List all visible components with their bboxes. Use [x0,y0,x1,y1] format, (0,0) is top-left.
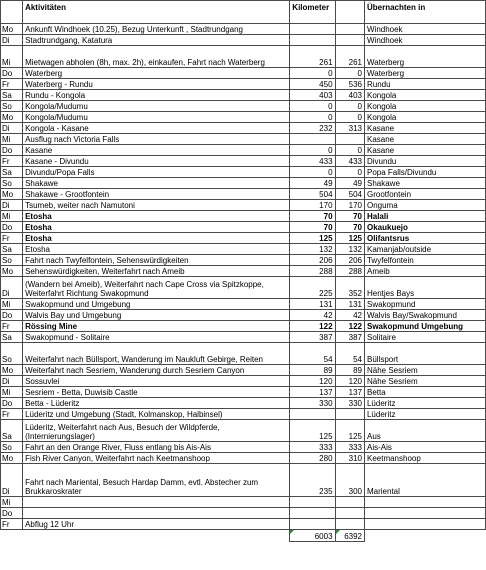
km-cumulative-cell[interactable] [335,409,364,420]
table-row [1,508,486,519]
km-cumulative-cell[interactable]: 352 [335,277,364,299]
km-cell[interactable]: 131 [290,299,335,310]
km-cell[interactable]: 49 [290,178,335,189]
overnight-cell[interactable] [364,508,485,519]
activity-cell[interactable]: Ausflug nach Victoria Falls [23,134,290,145]
km-cell[interactable] [290,134,335,145]
day-cell[interactable]: Fr [1,321,23,332]
header-km[interactable]: Kilometer [290,1,335,24]
totals-blank-day [1,530,23,542]
day-cell[interactable]: So [1,343,23,365]
day-cell[interactable]: Sa [1,332,23,343]
overnight-cell[interactable]: Nähe Sesriem [364,365,485,376]
km-cell[interactable]: 0 [290,112,335,123]
km-cumulative-cell[interactable] [335,35,364,46]
day-cell[interactable]: So [1,178,23,189]
activity-cell[interactable]: Sossuvlei [23,376,290,387]
activity-cell[interactable]: Weiterfahrt nach Sesriem, Wanderung durch Sesriem Canyon [23,365,290,376]
km-cumulative-cell[interactable]: 310 [335,453,364,464]
activity-cell[interactable]: Ankunft Windhoek (10.25), Bezug Unterkunft , Stadtrundgang [23,24,290,35]
activity-cell[interactable]: Lüderitz, Weiterfahrt nach Aus, Besuch der Wildpferde, (Internierungslager) [23,420,290,442]
km-cumulative-cell[interactable]: 0 [335,112,364,123]
day-cell[interactable]: Fr [1,233,23,244]
km-cell[interactable]: 132 [290,244,335,255]
km-cell[interactable]: 280 [290,453,335,464]
km-cell[interactable]: 0 [290,101,335,112]
overnight-cell[interactable]: Betta [364,387,485,398]
activity-cell[interactable]: Kongola/Mudumu [23,112,290,123]
km-cumulative-cell[interactable]: 170 [335,200,364,211]
day-cell[interactable]: Mo [1,266,23,277]
day-cell[interactable]: Mo [1,189,23,200]
day-cell[interactable]: Do [1,222,23,233]
table-row [1,310,486,321]
table-row [1,90,486,101]
km-cumulative-cell[interactable]: 70 [335,222,364,233]
day-cell[interactable]: Do [1,310,23,321]
km-cell[interactable]: 70 [290,222,335,233]
total-km-value: 6003 [314,532,333,541]
day-cell[interactable]: Sa [1,167,23,178]
km-cumulative-cell[interactable]: 387 [335,332,364,343]
overnight-cell[interactable]: Kasane [364,145,485,156]
table-row [1,134,486,145]
overnight-cell[interactable]: Halali [364,211,485,222]
km-cumulative-cell[interactable]: 132 [335,244,364,255]
totals-blank-activity [23,530,290,542]
activity-cell[interactable]: Kasane [23,145,290,156]
day-cell[interactable]: Sa [1,90,23,101]
km-cell[interactable]: 232 [290,123,335,134]
table-row [1,321,486,332]
activity-cell[interactable]: Fahrt nach Mariental, Besuch Hardap Damm, evtl. Abstecher zum Brukkaroskrater [23,464,290,497]
activity-cell[interactable]: Swakopmund - Solitaire [23,332,290,343]
activity-cell[interactable] [23,508,290,519]
header-activities[interactable]: Aktivitäten [23,1,290,24]
overnight-cell[interactable]: Ameib [364,266,485,277]
overnight-cell[interactable]: Kongola [364,90,485,101]
km-cell[interactable] [290,24,335,35]
day-cell[interactable]: Mi [1,134,23,145]
table-row [1,464,486,497]
activity-cell[interactable]: Kasane - Divundu [23,156,290,167]
km-cell[interactable]: 0 [290,167,335,178]
table-row [1,420,486,442]
km-cell[interactable]: 288 [290,266,335,277]
day-cell[interactable]: Di [1,123,23,134]
activity-cell[interactable]: Sehenswürdigkeiten, Weiterfahrt nach Ameib [23,266,290,277]
day-cell[interactable]: Mo [1,112,23,123]
table-row [1,398,486,409]
table-row [1,178,486,189]
km-cell[interactable]: 0 [290,68,335,79]
overnight-cell[interactable]: Lüderitz [364,398,485,409]
table-row [1,123,486,134]
day-cell[interactable]: Fr [1,519,23,530]
table-row [1,409,486,420]
table-row [1,497,486,508]
km-cell[interactable]: 450 [290,79,335,90]
activity-cell[interactable]: Shakawe - Grootfontein [23,189,290,200]
activity-cell[interactable]: Lüderitz und Umgebung (Stadt, Kolmanskop, Halbinsel) [23,409,290,420]
overnight-cell[interactable]: Kamanjab/outside [364,244,485,255]
activity-cell[interactable]: Tsumeb, weiter nach Namutoni [23,200,290,211]
km-cell[interactable]: 403 [290,90,335,101]
km-cumulative-cell[interactable]: 433 [335,156,364,167]
day-cell[interactable]: So [1,255,23,266]
km-cell[interactable]: 206 [290,255,335,266]
day-cell[interactable]: Do [1,145,23,156]
table-row [1,101,486,112]
overnight-cell[interactable] [364,497,485,508]
km-cell[interactable]: 433 [290,156,335,167]
day-cell[interactable]: Fr [1,409,23,420]
activity-cell[interactable]: Etosha [23,222,290,233]
day-cell[interactable]: Fr [1,156,23,167]
table-row [1,79,486,90]
day-cell[interactable]: Di [1,35,23,46]
day-cell[interactable]: So [1,101,23,112]
km-cumulative-cell[interactable] [335,134,364,145]
overnight-cell[interactable]: Grootfontein [364,189,485,200]
overnight-cell[interactable]: Waterberg [364,46,485,68]
day-cell[interactable]: Do [1,68,23,79]
km-cumulative-cell[interactable]: 333 [335,442,364,453]
formula-marker-icon [336,530,340,534]
activity-cell[interactable]: Etosha [23,211,290,222]
km-cumulative-cell[interactable]: 0 [335,68,364,79]
table-row [1,519,486,530]
km-cell[interactable]: 330 [290,398,335,409]
formula-marker-icon [290,530,294,534]
km-cumulative-cell[interactable]: 403 [335,90,364,101]
overnight-cell[interactable]: Okaukuejo [364,222,485,233]
overnight-cell[interactable]: Olifantsrus [364,233,485,244]
day-cell[interactable]: Sa [1,420,23,442]
km-cell[interactable] [290,519,335,530]
km-cell[interactable] [290,35,335,46]
overnight-cell[interactable]: Windhoek [364,35,485,46]
table-row [1,156,486,167]
km-cell[interactable]: 137 [290,387,335,398]
overnight-cell[interactable]: Kasane [364,134,485,145]
table-row [1,343,486,365]
activity-cell[interactable]: Waterberg - Rundu [23,79,290,90]
activity-cell[interactable]: Rundu - Kongola [23,90,290,101]
activity-cell[interactable]: Fahrt nach Twyfelfontein, Sehenswürdigkeiten [23,255,290,266]
table-row [1,35,486,46]
day-cell[interactable]: Mo [1,453,23,464]
activity-cell[interactable]: Fish River Canyon, Weiterfahrt nach Keetmanshoop [23,453,290,464]
table-row [1,46,486,68]
overnight-cell[interactable]: Keetmanshoop [364,453,485,464]
table-row [1,255,486,266]
totals-row [1,530,486,542]
km-cumulative-cell[interactable]: 125 [335,420,364,442]
table-row [1,244,486,255]
table-row [1,277,486,299]
header-row [1,1,486,24]
km-cell[interactable]: 0 [290,145,335,156]
km-cumulative-cell[interactable]: 206 [335,255,364,266]
km-cell[interactable]: 54 [290,343,335,365]
overnight-cell[interactable]: Waterberg [364,68,485,79]
km-cell[interactable]: 120 [290,376,335,387]
km-cell[interactable]: 504 [290,189,335,200]
km-cumulative-cell[interactable]: 504 [335,189,364,200]
km-cell[interactable]: 261 [290,46,335,68]
km-cumulative-cell[interactable] [335,24,364,35]
km-cell[interactable] [290,508,335,519]
overnight-cell[interactable]: Mariental [364,464,485,497]
table-row [1,266,486,277]
activity-cell[interactable]: Rössing Mine [23,321,290,332]
km-cell[interactable]: 235 [290,464,335,497]
km-cell[interactable]: 225 [290,277,335,299]
overnight-cell[interactable]: Kasane [364,123,485,134]
km-cell[interactable]: 333 [290,442,335,453]
table-row [1,233,486,244]
overnight-cell[interactable]: Swakopmund Umgebung [364,321,485,332]
table-row [1,68,486,79]
overnight-cell[interactable]: Divundu [364,156,485,167]
day-cell[interactable]: Mi [1,46,23,68]
overnight-cell[interactable]: Kongola [364,112,485,123]
km-cell[interactable]: 89 [290,365,335,376]
day-cell[interactable]: Mi [1,497,23,508]
table-row [1,211,486,222]
km-cell[interactable]: 42 [290,310,335,321]
totals-blank-overnight [364,530,485,542]
km-cumulative-cell[interactable] [335,519,364,530]
total-km-cell[interactable] [290,530,335,542]
table-body [1,24,486,542]
activity-cell[interactable]: Kongola/Mudumu [23,101,290,112]
table-row [1,24,486,35]
activity-cell[interactable]: Betta - Lüderitz [23,398,290,409]
km-cumulative-cell[interactable]: 89 [335,365,364,376]
km-cumulative-cell[interactable]: 131 [335,299,364,310]
km-cumulative-cell[interactable]: 0 [335,145,364,156]
activity-cell[interactable]: Swakopmund und Umgebung [23,299,290,310]
table-row [1,442,486,453]
overnight-cell[interactable] [364,519,485,530]
km-cell[interactable] [290,409,335,420]
km-cell[interactable]: 125 [290,233,335,244]
activity-cell[interactable]: Stadtrundgang, Katatura [23,35,290,46]
day-cell[interactable]: Mo [1,24,23,35]
km-cumulative-cell[interactable]: 288 [335,266,364,277]
overnight-cell[interactable]: Windhoek [364,24,485,35]
table-row [1,453,486,464]
km-cell[interactable]: 387 [290,332,335,343]
activity-cell[interactable] [23,497,290,508]
day-cell[interactable]: Di [1,200,23,211]
day-cell[interactable]: Di [1,277,23,299]
header-km-cumulative[interactable] [335,1,364,24]
activity-cell[interactable]: Walvis Bay und Umgebung [23,310,290,321]
table-row [1,167,486,178]
day-cell[interactable]: So [1,442,23,453]
table-row [1,222,486,233]
activity-cell[interactable]: Abflug 12 Uhr [23,519,290,530]
overnight-cell[interactable]: Büllsport [364,343,485,365]
header-overnight[interactable]: Übernachten in [364,1,485,24]
day-cell[interactable]: Do [1,508,23,519]
km-cumulative-cell[interactable]: 125 [335,233,364,244]
km-cumulative-cell[interactable]: 54 [335,343,364,365]
total-km-cumulative-value: 6392 [344,532,362,541]
km-cumulative-cell[interactable] [335,508,364,519]
day-cell[interactable]: Mi [1,387,23,398]
activity-cell[interactable]: Fahrt an den Orange River, Fluss entlang bis Ais-Ais [23,442,290,453]
table-row [1,299,486,310]
day-cell[interactable]: Fr [1,79,23,90]
activity-cell[interactable]: Sesriem - Betta, Duwisib Castle [23,387,290,398]
km-cell[interactable]: 125 [290,420,335,442]
overnight-cell[interactable]: Popa Falls/Divundu [364,167,485,178]
day-cell[interactable]: Di [1,376,23,387]
overnight-cell[interactable]: Aus [364,420,485,442]
table-row [1,376,486,387]
km-cumulative-cell[interactable]: 536 [335,79,364,90]
activity-cell[interactable]: (Wandern bei Ameib), Weiterfahrt nach Cape Cross via Spitzkoppe, Weiterfahrt Richtung Swakopmund [23,277,290,299]
day-cell[interactable]: Mo [1,365,23,376]
km-cell[interactable] [290,497,335,508]
km-cell[interactable]: 170 [290,200,335,211]
km-cumulative-cell[interactable]: 0 [335,167,364,178]
km-cumulative-cell[interactable]: 70 [335,211,364,222]
overnight-cell[interactable]: Twyfelfontein [364,255,485,266]
km-cell[interactable]: 122 [290,321,335,332]
activity-cell[interactable]: Kongola - Kasane [23,123,290,134]
km-cumulative-cell[interactable]: 137 [335,387,364,398]
table-row [1,112,486,123]
overnight-cell[interactable]: Nähe Sesriem [364,376,485,387]
km-cumulative-cell[interactable]: 0 [335,101,364,112]
overnight-cell[interactable]: Onguma [364,200,485,211]
km-cumulative-cell[interactable]: 49 [335,178,364,189]
activity-cell[interactable]: Waterberg [23,68,290,79]
km-cumulative-cell[interactable]: 122 [335,321,364,332]
km-cumulative-cell[interactable]: 330 [335,398,364,409]
overnight-cell[interactable]: Hentjes Bays [364,277,485,299]
activity-cell[interactable]: Mietwagen abholen (8h, max. 2h), einkaufen, Fahrt nach Waterberg [23,46,290,68]
activity-cell[interactable]: Divundu/Popa Falls [23,167,290,178]
activity-cell[interactable]: Etosha [23,233,290,244]
overnight-cell[interactable]: Solitaire [364,332,485,343]
km-cumulative-cell[interactable]: 42 [335,310,364,321]
day-cell[interactable]: Sa [1,244,23,255]
km-cumulative-cell[interactable]: 261 [335,46,364,68]
table-row [1,189,486,200]
km-cumulative-cell[interactable]: 313 [335,123,364,134]
activity-cell[interactable]: Shakawe [23,178,290,189]
activity-cell[interactable]: Weiterfahrt nach Büllsport, Wanderung im Naukluft Gebirge, Reiten [23,343,290,365]
table-row [1,365,486,376]
table-row [1,387,486,398]
total-km-cumulative-cell[interactable] [335,530,364,542]
day-cell[interactable]: Mi [1,299,23,310]
table-row [1,145,486,156]
table-row [1,200,486,211]
km-cumulative-cell[interactable]: 120 [335,376,364,387]
km-cumulative-cell[interactable]: 300 [335,464,364,497]
header-day[interactable] [1,1,23,24]
km-cell[interactable]: 70 [290,211,335,222]
overnight-cell[interactable]: Ais-Ais [364,442,485,453]
day-cell[interactable]: Di [1,464,23,497]
overnight-cell[interactable]: Kongola [364,101,485,112]
overnight-cell[interactable]: Swakopmund [364,299,485,310]
activity-cell[interactable]: Etosha [23,244,290,255]
overnight-cell[interactable]: Lüderitz [364,409,485,420]
day-cell[interactable]: Mi [1,211,23,222]
overnight-cell[interactable]: Walvis Bay/Swakopmund [364,310,485,321]
overnight-cell[interactable]: Shakawe [364,178,485,189]
overnight-cell[interactable]: Rundu [364,79,485,90]
km-cumulative-cell[interactable] [335,497,364,508]
table-row [1,332,486,343]
day-cell[interactable]: Do [1,398,23,409]
